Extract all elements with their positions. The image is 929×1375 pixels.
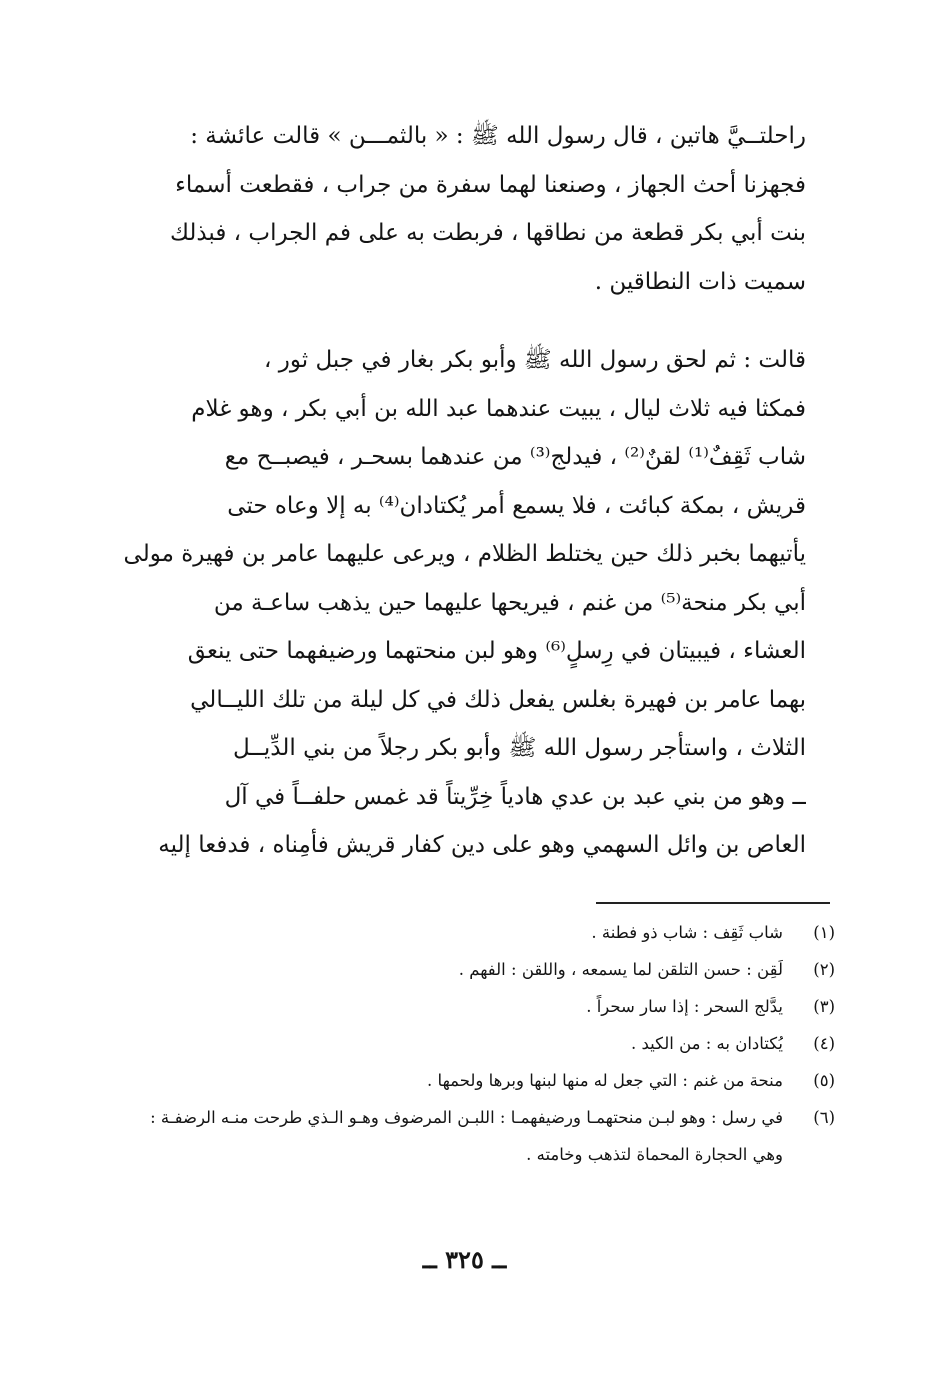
text-line: الثلاث ، واستأجر رسول الله ﷺ وأبو بكر رجلاً من بني الدِّيــل [232, 735, 806, 761]
footnote-text: شاب ثَقِف : شاب ذو فطنة . [591, 923, 783, 942]
page-number: ــ ٣٢٥ ــ [422, 1245, 507, 1274]
footnote-text-line: في رسل : وهو لبـن منحتهمـا ورضيفهمـا : اللبـن المرضوف وهـو الـذي طرحت منـه الرضفـة : [150, 1108, 783, 1127]
footnote-number: (٥) [813, 1071, 835, 1090]
footnotes [90, 914, 835, 1173]
footnote [90, 914, 835, 951]
text-line: بهما عامر بن فهيرة بغلس يفعل ذلك في كل ليلة من تلك الليــالي [190, 686, 806, 713]
text-line: بنت أبي بكر قطعة من نطاقها ، فربطت به على فم الجراب ، فبذلك [169, 220, 806, 246]
footnote-number: (٦) [813, 1108, 835, 1127]
text-line: شاب ثَقِفٌ⁽¹⁾ لقنٌ⁽²⁾ ، فيدلج⁽³⁾ من عندهما بسحـر ، فيصبــح مع [224, 444, 806, 470]
text-line: فمكثا فيه ثلاث ليال ، يبيت عندهما عبد الله بن أبي بكر ، وهو غلام [191, 395, 806, 422]
text-line: ــ وهو من بني عبد بن عدي هادياً خِرِّيتاً قد غمس حلفــاً في آل [224, 783, 806, 810]
footnote-text: يدَّلج السحر : إذا سار سحراً . [586, 997, 783, 1016]
text-line: قريش ، بمكة كبائت ، فلا يسمع أمر يُكتادان⁽⁴⁾ به إلا وعاه حتى [227, 492, 806, 519]
footnote [90, 951, 835, 988]
footnote-number: (٢) [813, 960, 835, 979]
text-line: سميت ذات النطاقين . [594, 268, 806, 295]
footnote-text: يُكتادان به : من الكيد . [631, 1034, 783, 1053]
footnote-text [90, 1099, 783, 1173]
footnote-number: (٤) [813, 1034, 835, 1053]
text-line: راحلتــيَّ هاتين ، قال رسول الله ﷺ : « بالثمـــن » قالت عائشة : [190, 123, 806, 149]
footnote-text: منحة من غنم : التي جعل له منها لبنها وبرها ولحمها . [427, 1071, 783, 1090]
text-line: أبي بكر منحة⁽⁵⁾ من غنم ، فيريحها عليهما حين يذهب ساعـة من [213, 589, 806, 616]
footnote [90, 1062, 835, 1099]
footnote-divider [596, 902, 830, 904]
text-line: قالت : ثم لحق رسول الله ﷺ وأبو بكر بغار في جبل ثور ، [264, 347, 806, 373]
text-line: العشاء ، فيبيتان في رِسلٍ⁽⁶⁾ وهو لبن منحتهما ورضيفهما حتى ينعق [187, 638, 806, 664]
text-line: يأتيهما بخبر ذلك حين يختلط الظلام ، ويرعى عليهما عامر بن فهيرة مولى [123, 541, 806, 567]
footnote-number: (١) [813, 923, 835, 942]
text-line: العاص بن وائل السهمي وهو على دين كفار قريش فأمِناه ، فدفعا إليه [158, 832, 806, 858]
paragraph [100, 112, 806, 306]
footnote [90, 988, 835, 1025]
footnote-text-line: وهي الحجارة المحماة لتذهب وخامته . [526, 1145, 783, 1164]
footnote-text: لَقِن : حسن التلقن لما يسمعه ، واللقن : الفهم . [458, 960, 783, 979]
footnote-number: (٣) [813, 997, 835, 1016]
text-line: فجهزنا أحث الجهاز ، وصنعنا لهما سفرة من جراب ، فقطعت أسماء [175, 171, 806, 198]
main-text [100, 112, 806, 870]
footnote [90, 1025, 835, 1062]
footnote [90, 1099, 835, 1173]
paragraph [100, 336, 806, 870]
